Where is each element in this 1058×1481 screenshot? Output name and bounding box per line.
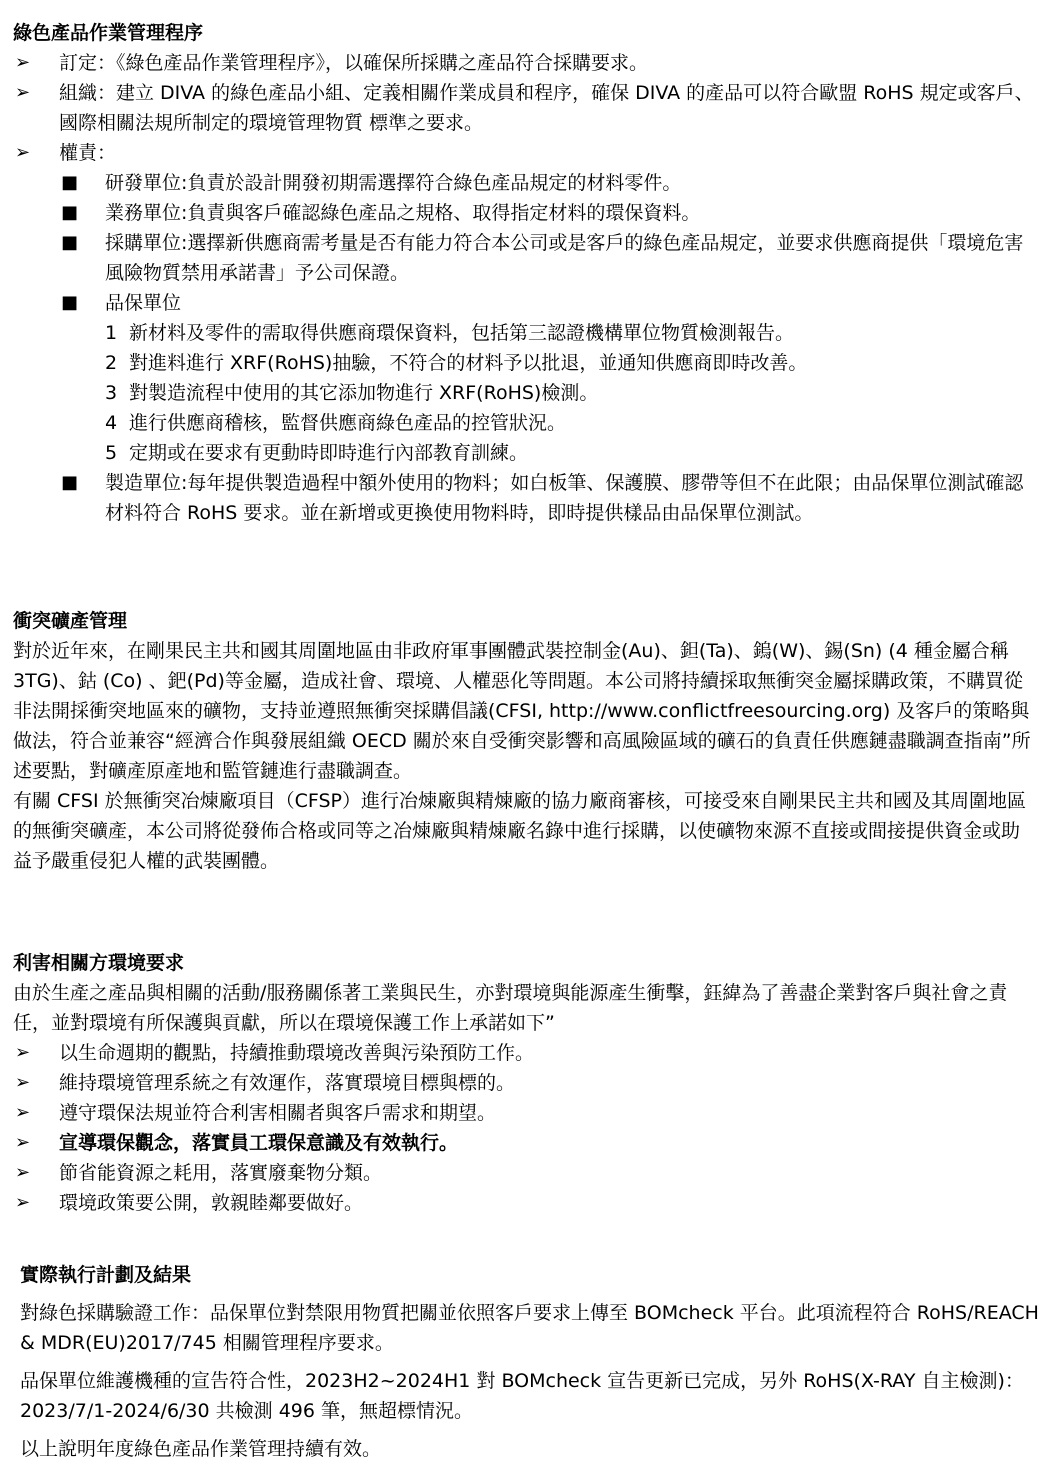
commitment-item: ➢ 以生命週期的觀點，持續推動環境改善與污染預防工作。 bbox=[13, 1038, 1038, 1068]
conflict-minerals-section bbox=[13, 606, 1038, 876]
results-paragraph-3: 以上說明年度綠色產品作業管理持續有效。 bbox=[20, 1438, 382, 1460]
square-bullet-icon: ■ bbox=[61, 202, 79, 223]
qa-item-3: 3 對製造流程中使用的其它添加物進行 XRF(RoHS)檢測。 bbox=[105, 382, 599, 404]
qa-item-5: 5 定期或在要求有更動時即時進行內部教育訓練。 bbox=[105, 442, 529, 464]
results-paragraph-1: 對綠色採購驗證工作：品保單位對禁限用物質把關並依照客戶要求上傳至 BOMcheck 平台。此項流程符合 RoHS/REACH & MDR(EU)2017/745 相關管理程序要求。 bbox=[20, 1302, 1039, 1354]
square-bullet-icon: ■ bbox=[61, 172, 79, 193]
green-item-organization: ➢ 組織：建立 DIVA 的綠色產品小組、定義相關作業成員和程序，確保 DIVA 的產品可以符合歐盟 RoHS 規定或客戶、國際相關法規所制定的環境管理物質 標準之要求。 bbox=[13, 78, 1038, 138]
stakeholder-intro: 由於生產之產品與相關的活動/服務關係著工業與民生，亦對環境與能源產生衝擊，鈺緯為了善盡企業對客戶與社會之責任，並對環境有所保護與貢獻，所以在環境保護工作上承諾如下” bbox=[13, 982, 1008, 1034]
green-products-section bbox=[13, 18, 1038, 528]
arrow-bullet-icon: ➢ bbox=[15, 142, 31, 163]
duty-sales: ■ 業務單位:負責與客戶確認綠色產品之規格、取得指定材料的環保資料。 bbox=[13, 198, 1038, 228]
commitment-item: ➢ 遵守環保法規並符合利害相關者與客戶需求和期望。 bbox=[13, 1098, 1038, 1128]
qa-item-2: 2 對進料進行 XRF(RoHS)抽驗，不符合的材料予以批退，並通知供應商即時改善。 bbox=[105, 352, 808, 374]
duty-rd: ■ 研發單位:負責於設計開發初期需選擇符合綠色產品規定的材料零件。 bbox=[13, 168, 1038, 198]
qa-item-1: 1 新材料及零件的需取得供應商環保資料，包括第三認證機構單位物質檢測報告。 bbox=[105, 322, 795, 344]
qa-item-4: 4 進行供應商稽核，監督供應商綠色產品的控管狀況。 bbox=[105, 412, 567, 434]
arrow-bullet-icon: ➢ bbox=[15, 82, 31, 103]
green-item-responsibility: ➢ 權責： bbox=[13, 138, 1038, 168]
green-section-title: 綠色產品作業管理程序 bbox=[13, 22, 204, 44]
arrow-bullet-icon: ➢ bbox=[15, 1192, 31, 1213]
duty-purchasing: ■ 採購單位:選擇新供應商需考量是否有能力符合本公司或是客戶的綠色產品規定，並要求供應商提供「環境危害風險物質禁用承諾書」予公司保證。 bbox=[13, 228, 1038, 288]
conflict-paragraph-1: 對於近年來，在剛果民主共和國其周圍地區由非政府軍事團體武裝控制金(Au)、鉭(Ta)、鎢(W)、錫(Sn) (4 種金屬合稱 3TG)、鈷 (Co) 、鈀(Pd)等金屬，造成社會、環境、人權惡化等問題。本公司將持續採取無衝突金屬採購政策，不購買從非法開採衝突地區來的礦物，支持並遵照無衝突採購倡議(CFSI, http://www.conflictfreesourcing.org) 及客戶的策略與做法，符合並兼容“經濟合作與發展組織 OECD 關於來自受衝突影響和高風險區域的礦石的負責任供應鏈盡職調查指南”所述要點，對礦產原產地和監管鏈進行盡職調查。 bbox=[13, 640, 1031, 782]
arrow-bullet-icon: ➢ bbox=[15, 1102, 31, 1123]
stakeholder-section-title: 利害相關方環境要求 bbox=[13, 952, 185, 974]
commitment-item: ➢ 維持環境管理系統之有效運作，落實環境目標與標的。 bbox=[13, 1068, 1038, 1098]
duty-manufacturing: ■ 製造單位:每年提供製造過程中額外使用的物料；如白板筆、保護膜、膠帶等但不在此限；由品保單位測試確認材料符合 RoHS 要求。並在新增或更換使用物料時，即時提供樣品由品保單位測試。 bbox=[13, 468, 1038, 528]
arrow-bullet-icon: ➢ bbox=[15, 1072, 31, 1093]
conflict-paragraph-2: 有關 CFSI 於無衝突冶煉廠項目（CFSP）進行冶煉廠與精煉廠的協力廠商審核，可接受來自剛果民主共和國及其周圍地區的無衝突礦產，本公司將從發佈合格或同等之冶煉廠與精煉廠名錄中進行採購，以使礦物來源不直接或間接提供資金或助益予嚴重侵犯人權的武裝團體。 bbox=[13, 790, 1026, 872]
results-section bbox=[20, 1260, 1052, 1464]
arrow-bullet-icon: ➢ bbox=[15, 1162, 31, 1183]
arrow-bullet-icon: ➢ bbox=[15, 52, 31, 73]
arrow-bullet-icon: ➢ bbox=[15, 1132, 31, 1153]
conflict-section-title: 衝突礦產管理 bbox=[13, 610, 128, 632]
commitment-item: ➢ 環境政策要公開，敦親睦鄰要做好。 bbox=[13, 1188, 1038, 1218]
arrow-bullet-icon: ➢ bbox=[15, 1042, 31, 1063]
results-paragraph-2: 品保單位維護機種的宣告符合性，2023H2~2024H1 對 BOMcheck 宣告更新已完成，另外 RoHS(X-RAY 自主檢測)：2023/7/1-2024/6/30 共檢測 496 筆，無超標情況。 bbox=[20, 1370, 1024, 1422]
square-bullet-icon: ■ bbox=[61, 232, 79, 253]
square-bullet-icon: ■ bbox=[61, 472, 79, 493]
commitment-item: ➢ 宣導環保觀念，落實員工環保意識及有效執行。 bbox=[13, 1128, 1038, 1158]
duty-qa: ■ 品保單位 bbox=[13, 288, 1038, 318]
commitment-item: ➢ 節省能資源之耗用，落實廢棄物分類。 bbox=[13, 1158, 1038, 1188]
green-item-define: ➢ 訂定：《綠色產品作業管理程序》，以確保所採購之產品符合採購要求。 bbox=[13, 48, 1038, 78]
results-section-title: 實際執行計劃及結果 bbox=[20, 1264, 192, 1286]
stakeholder-section bbox=[13, 948, 1038, 1218]
square-bullet-icon: ■ bbox=[61, 292, 79, 313]
